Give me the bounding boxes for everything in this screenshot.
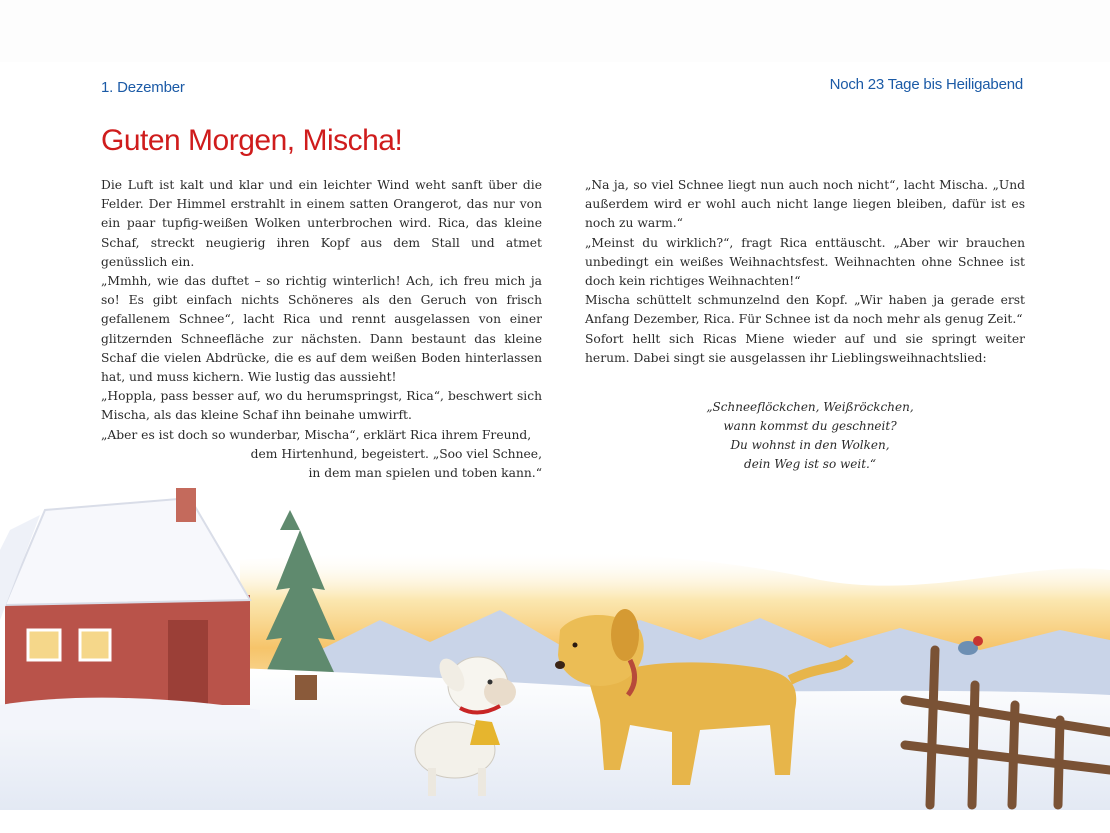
winter-illustration bbox=[0, 470, 1110, 810]
top-strip bbox=[0, 0, 1110, 62]
poem-line: „Schneeflöckchen, Weißröckchen, bbox=[706, 400, 914, 414]
countdown-heading: Noch 23 Tage bis Heiligabend bbox=[829, 76, 1023, 93]
paragraph: „Meinst du wirklich?“, fragt Rica enttäuscht. „Aber wir brauchen unbedingt ein weißes Weihnachtsfest. Weihnachten ohne Schnee ist doch kein richtiges Weihnachten!“ bbox=[585, 235, 1025, 289]
left-text-column bbox=[101, 176, 542, 483]
paragraph: Sofort hellt sich Ricas Miene wieder auf und sie springt weiter herum. Dabei singt sie ausgelassen ihr Lieblingsweihnachtslied: bbox=[585, 331, 1025, 365]
paragraph: Die Luft ist kalt und klar und ein leichter Wind weht sanft über die Felder. Der Himmel erstrahlt in einem satten Orangerot, das nur von ein paar tupfig-weißen Wolken unterbrochen wird. Rica, das kleine Schaf, streckt neugierig ihren Kopf aus dem Stall und atmet genüsslich ein. bbox=[101, 178, 542, 269]
paragraph: „Mmhh, wie das duftet – so richtig winterlich! Ach, ich freu mich ja so! Es gibt einfach nichts Schöneres als den Geruch von frisch gefallenem Schnee“, lacht Rica und rennt ausgelassen von einer glitzernden Schneefläche zur nächsten. Dann bestaunt das kleine Schaf die vielen Abdrücke, die es auf dem weißen Boden hinterlassen hat, und muss kichern. Wie lustig das aussieht! bbox=[101, 274, 542, 385]
paragraph: Mischa schüttelt schmunzelnd den Kopf. „Wir haben ja gerade erst Anfang Dezember, Rica. Für Schnee ist da noch mehr als genug Zeit.“ bbox=[585, 293, 1025, 327]
evergreen-tree bbox=[280, 510, 300, 530]
story-title: Guten Morgen, Mischa! bbox=[101, 124, 403, 157]
date-heading: 1. Dezember bbox=[101, 79, 185, 96]
poem-verse bbox=[640, 398, 980, 474]
right-text-column bbox=[585, 176, 1025, 368]
paragraph-tail-line: in dem man spielen und toben kann.“ bbox=[308, 466, 542, 481]
poem-line: Du wohnst in den Wolken, bbox=[730, 438, 890, 452]
paragraph: „Na ja, so viel Schnee liegt nun auch noch nicht“, lacht Mischa. „Und außerdem wird er wohl auch nicht lange liegen bleiben, dafür ist es noch zu warm.“ bbox=[585, 178, 1025, 231]
paragraph-tail-line: dem Hirtenhund, begeistert. „Soo viel Schnee, bbox=[250, 446, 542, 461]
paragraph: „Hoppla, pass besser auf, wo du herumspringst, Rica“, beschwert sich Mischa, als das kleine Schaf ihn beinahe umwirft. bbox=[101, 389, 542, 423]
paragraph: „Aber es ist doch so wunderbar, Mischa“, erklärt Rica ihrem Freund, bbox=[101, 427, 532, 442]
poem-line: wann kommst du geschneit? bbox=[723, 419, 897, 433]
poem-line: dein Weg ist so weit.“ bbox=[744, 457, 876, 471]
